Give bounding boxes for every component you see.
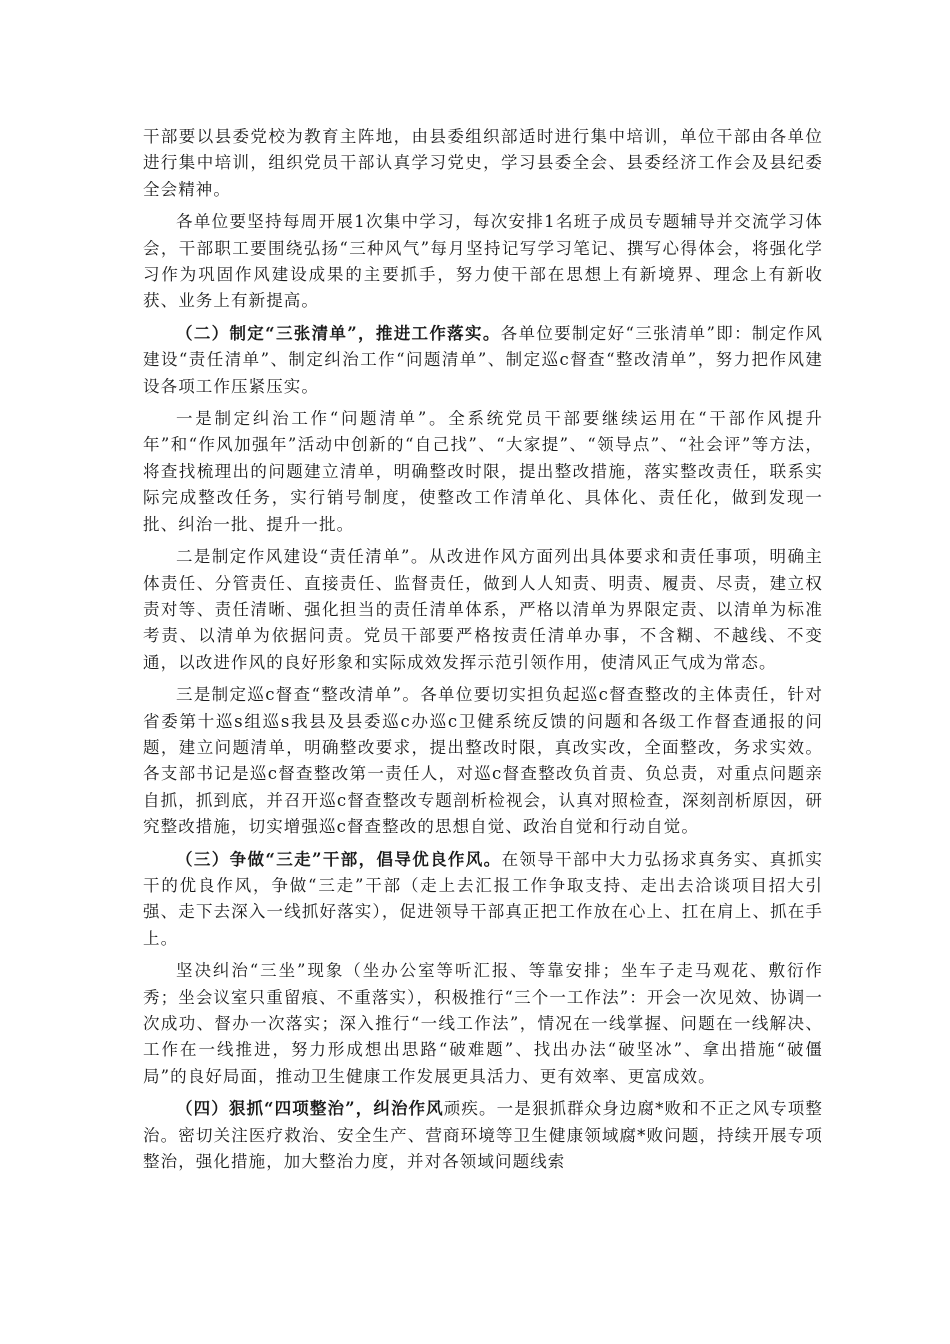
paragraph-text: 二是制定作风建设“责任清单”。从改进作风方面列出具体要求和责任事项，明确主体责任、分管责任、直接责任、监督责任，做到人人知责、明责、履责、尽责，建立权责对等、责任清晰、强化担当的责任清单体系，严格以清单为界限定责、以清单为标准考责、以清单为依据问责。党员干部要严格按责任清单办事，不含糊、不越线、不变通，以改进作风的良好形象和实际成效发挥示范引领作用，使清风正气成为常态。 [143, 547, 823, 672]
section-heading: （二）制定“三张清单”，推进工作落实。 [176, 323, 501, 343]
paragraph-5 [143, 544, 823, 676]
section-2-heading-paragraph [143, 321, 823, 400]
document-body [143, 124, 823, 1181]
paragraph-text: 干部要以县委党校为教育主阵地，由县委组织部适时进行集中培训，单位干部由各单位进行集中培训，组织党员干部认真学习党史，学习县委全会、县委经济工作会及县纪委全会精神。 [143, 127, 823, 199]
paragraph-text: 一是制定纠治工作“问题清单”。全系统党员干部要继续运用在“干部作风提升年”和“作风加强年”活动中创新的“自己找”、“大家提”、“领导点”、“社会评”等方法，将查找梳理出的问题建立清单，明确整改时限，提出整改措施，落实整改责任，联系实际完成整改任务，实行销号制度，使整改工作清单化、具体化、责任化，做到发现一批、纠治一批、提升一批。 [143, 409, 823, 534]
paragraph-text: 三是制定巡c督查“整改清单”。各单位要切实担负起巡c督查整改的主体责任，针对省委第十巡s组巡s我县及县委巡c办巡c卫健系统反馈的问题和各级工作督查通报的问题，建立问题清单，明确整改要求，提出整改时限，真改实改，全面整改，务求实效。各支部书记是巡c督查整改第一责任人，对巡c督查整改负首责、负总责，对重点问题亲自抓，抓到底，并召开巡c督查整改专题剖析检视会，认真对照检查，深刻剖析原因，研究整改措施，切实增强巡c督查整改的思想自觉、政治自觉和行动自觉。 [143, 685, 823, 837]
paragraph-text: 在领导干部中大力弘扬求真务实、真抓实干的优良作风，争做“三走”干部（走上去汇报工作争取支持、走出去洽谈项目招大引强、走下去深入一线抓好落实），促进领导干部真正把工作放在心上、扛在肩上、抓在手上。 [143, 849, 823, 948]
paragraph-1 [143, 124, 823, 203]
section-4-heading-paragraph [143, 1096, 823, 1175]
paragraph-text: 坚决纠治“三坐”现象（坐办公室等听汇报、等靠安排；坐车子走马观花、敷衍作秀；坐会议室只重留痕、不重落实），积极推行“三个一工作法”：开会一次见效、协调一次成功、督办一次落实；深入推行“一线工作法”，情况在一线掌握、问题在一线解决、工作在一线推进，努力形成想出思路“破难题”、找出办法“破坚冰”、拿出措施“破僵局”的良好局面，推动卫生健康工作发展更具活力、更有效率、更富成效。 [143, 961, 823, 1086]
paragraph-text: 顽疾。一是狠抓群众身边腐*败和不正之风专项整治。密切关注医疗救治、安全生产、营商环境等卫生健康领域腐*败问题，持续开展专项整治，强化措施，加大整治力度，并对各领域问题线索 [143, 1099, 823, 1172]
paragraph-8 [143, 958, 823, 1090]
section-heading: （三）争做“三走”干部，倡导优良作风。 [176, 849, 502, 869]
section-3-heading-paragraph [143, 847, 823, 953]
paragraph-2 [143, 209, 823, 315]
section-heading: （四）狠抓“四项整治”，纠治作风 [176, 1099, 444, 1119]
paragraph-text: 各单位要制定好“三张清单”即：制定作风建设“责任清单”、制定纠治工作“问题清单”、制定巡c督查“整改清单”，努力把作风建设各项工作压紧压实。 [143, 323, 823, 396]
paragraph-4 [143, 406, 823, 538]
paragraph-6 [143, 682, 823, 840]
paragraph-text: 各单位要坚持每周开展1次集中学习，每次安排1名班子成员专题辅导并交流学习体会，干部职工要围绕弘扬“三种风气”每月坚持记写学习笔记、撰写心得体会，将强化学习作为巩固作风建设成果的主要抓手，努力使干部在思想上有新境界、理念上有新收获、业务上有新提高。 [143, 212, 823, 311]
